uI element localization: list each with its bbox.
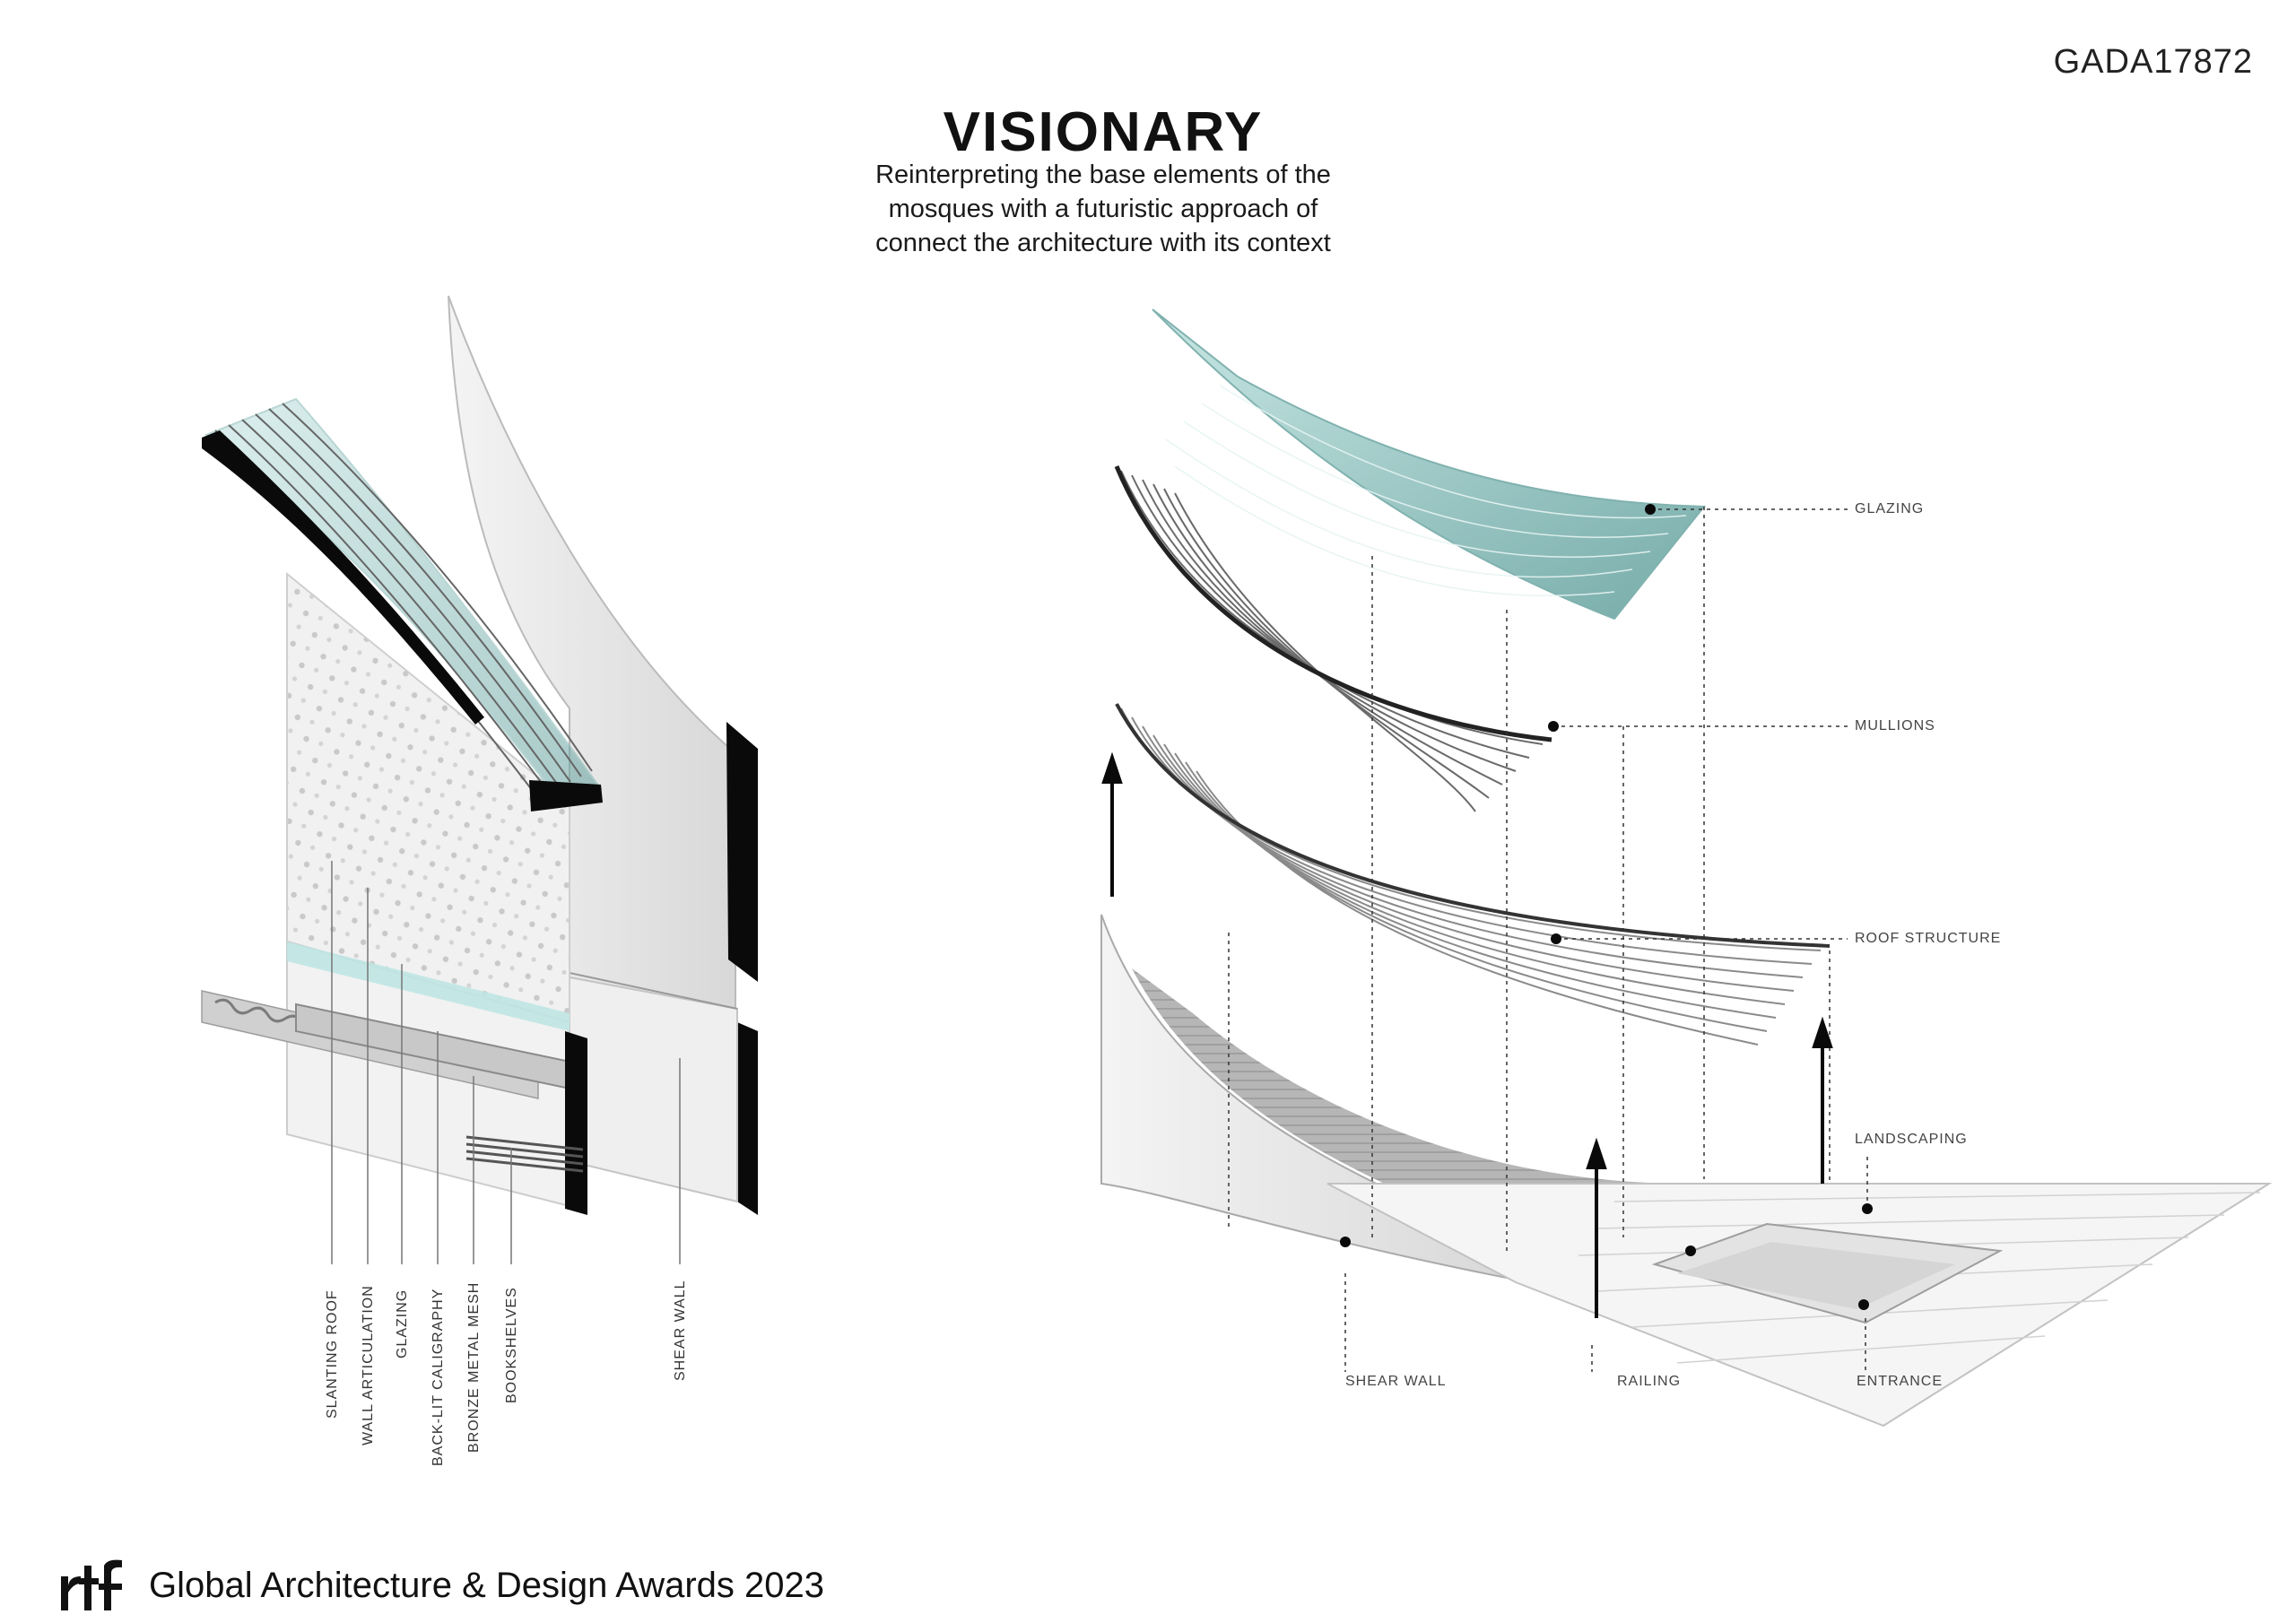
shear-wall-edge-bottom	[737, 1022, 758, 1215]
label-shear-wall-left: SHEAR WALL	[673, 1280, 688, 1381]
wall-black-column	[565, 1031, 587, 1215]
footer-award-text: Global Architecture & Design Awards 2023	[149, 1565, 825, 1605]
glazing-dot	[1645, 504, 1656, 515]
glazing-layer	[1152, 309, 1704, 619]
roof-structure-layer	[1121, 708, 1821, 1045]
label-bookshelves: BOOKSHELVES	[504, 1287, 519, 1403]
label-landscaping: LANDSCAPING	[1855, 1132, 1968, 1147]
label-mullions: MULLIONS	[1855, 718, 1935, 733]
roof-structure-dot	[1551, 933, 1561, 944]
footer-logo-space	[57, 1558, 133, 1612]
landscaping-dot	[1862, 1203, 1873, 1214]
label-wall-articulation: WALL ARTICULATION	[361, 1285, 376, 1445]
left-section-diagram	[202, 296, 758, 1264]
footer	[57, 1558, 824, 1612]
label-bronze-metal-mesh: BRONZE METAL MESH	[466, 1281, 482, 1453]
project-code: GADA17872	[2053, 43, 2253, 81]
label-glazing-left: GLAZING	[395, 1289, 410, 1358]
arrow-up-icon	[1588, 1143, 1605, 1167]
entrance-dot	[1858, 1299, 1869, 1310]
subtitle-line-3: connect the architecture with its context	[875, 229, 1331, 257]
arrow-up-icon	[1814, 1022, 1831, 1046]
arrow-up-icon	[1104, 758, 1120, 782]
label-entrance: ENTRANCE	[1857, 1374, 1944, 1389]
label-roof-structure: ROOF STRUCTURE	[1855, 931, 2002, 946]
shear-wall-dot	[1340, 1237, 1351, 1247]
railing-dot	[1685, 1245, 1696, 1256]
label-shear-wall: SHEAR WALL	[1345, 1374, 1447, 1389]
subtitle-line-2: mosques with a futuristic approach of	[888, 195, 1318, 223]
shear-wall-lower	[570, 977, 737, 1202]
roof-structure-edge	[1117, 704, 1830, 946]
shear-wall-edge-top	[726, 722, 758, 982]
mullions-dot	[1548, 721, 1559, 732]
subtitle-line-1: Reinterpreting the base elements of the	[875, 161, 1331, 189]
right-exploded-diagram	[1101, 309, 2269, 1426]
label-backlit-calligraphy: BACK-LIT CALIGRAPHY	[430, 1288, 446, 1466]
label-railing: RAILING	[1617, 1374, 1682, 1389]
label-slanting-roof: SLANTING ROOF	[325, 1289, 340, 1419]
label-glazing: GLAZING	[1855, 501, 1925, 516]
label-leaders	[1553, 509, 1867, 1209]
page-title: VISIONARY	[943, 101, 1264, 163]
